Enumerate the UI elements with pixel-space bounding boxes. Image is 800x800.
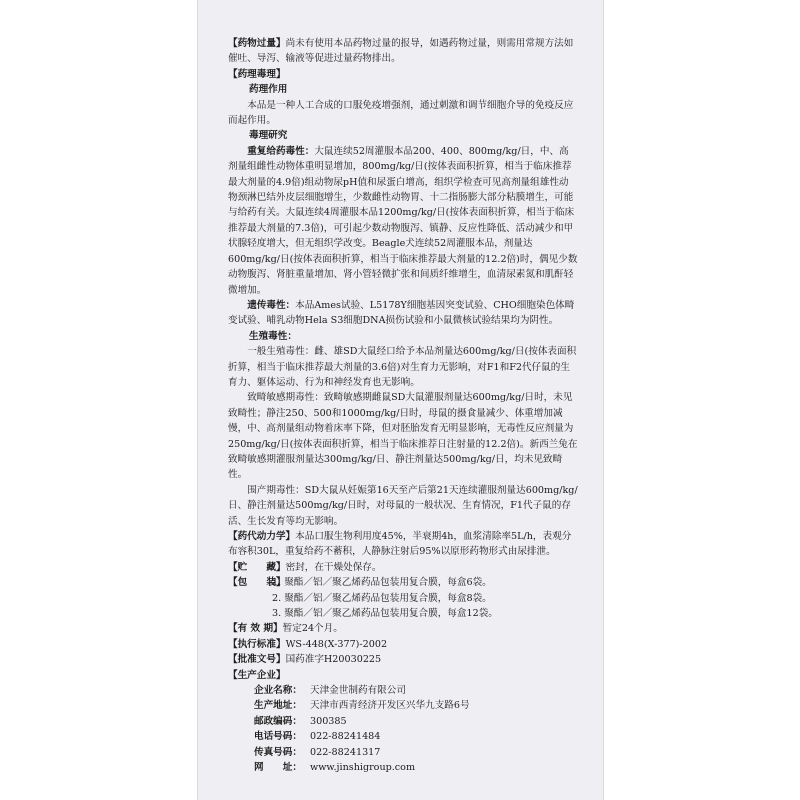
overdose-section <box>228 36 578 67</box>
perinatal-paragraph <box>228 483 578 529</box>
package-label: 【包 装】 <box>228 577 286 589</box>
repeated-dose-label: 重复给药毒性： <box>247 145 315 157</box>
pharmacokinetics-label: 【药代动力学】 <box>228 531 296 542</box>
package-item-1: 1. 聚酯／铝／聚乙烯药品包装用复合膜，每盒6袋。 <box>272 577 492 589</box>
overdose-text: 尚未有使用本品药物过量的报导，如遇药物过量，则需用常规方法如催吐、导泻、输液等促进过量药物排出。 <box>228 38 574 65</box>
company-name-value: 天津金世制药有限公司 <box>310 685 406 697</box>
company-label: 【生产企业】 <box>228 669 286 681</box>
teratogen-label: 致畸敏感期毒性： <box>247 392 324 404</box>
storage-label: 【贮 藏】 <box>228 561 286 573</box>
toxicology-label: 【药理毒理】 <box>228 68 286 80</box>
company-phone-value: 022-88241484 <box>310 731 381 743</box>
company-info <box>228 683 578 775</box>
validity-label: 【有 效 期】 <box>228 623 283 635</box>
approval-label: 【批准文号】 <box>228 654 286 666</box>
repro-heading: 生殖毒性： <box>249 330 297 342</box>
company-address-value: 天津市西青经济开发区兴华九支路6号 <box>310 700 470 712</box>
package-list <box>228 575 578 621</box>
pharmacology-heading: 药理作用 <box>249 84 288 96</box>
storage-section <box>228 560 578 575</box>
perinatal-label: 围产期毒性： <box>247 484 305 496</box>
fertility-label: 一般生殖毒性： <box>247 346 315 358</box>
company-phone-key: 电话号码： <box>254 731 302 743</box>
approval-section <box>228 652 578 667</box>
package-item-2: 2. 聚酯／铝／聚乙烯药品包装用复合膜，每盒8袋。 <box>272 592 492 604</box>
standard-section <box>228 637 578 652</box>
genotoxicity-text: 本品Ames试验、L5178Y细胞基因突变试验、CHO细胞染色体畸变试验、哺乳动物Hela S3细胞DNA损伤试验和小鼠微核试验结果均为阴性。 <box>228 299 575 327</box>
company-postcode-key: 邮政编码： <box>254 715 302 727</box>
storage-text: 密封，在干燥处保存。 <box>285 561 382 573</box>
company-postcode-value: 300385 <box>310 715 347 727</box>
repeated-dose-text: 大鼠连续52周灌服本品200、400、800mg/kg/日，中、高剂量组雌性动物体重明显增加，800mg/kg/日(按体表面积折算，相当于临床推荐最大剂量的4.9倍)组动物尿pH值和尿蛋白增高，组织学检查可见高剂量组雄性动物颈淋巴结外皮层细胞增生，少数雌性动物胃、十二指肠膨大部分粘膜增生，可能与给药有关。大鼠连续4周灌服本品1200mg/kg/日(按体表面积折算，相当于临床推荐最大剂量的7.3倍)，可引起少数动物腹泻、镇静、反应性降低、活动减少和甲状腺轻度增大，但无组织学改变。Beagle犬连续52周灌服本品，剂量达600mg/kg/日(按体表面积折算，相当于临床推荐最大剂量的12.2倍)时，偶见少数动物腹泻、肾脏重量增加、肾小管轻微扩张和间质纤维增生，血清尿素氮和肌酐轻微增加。 <box>228 145 578 296</box>
package-item-3: 3. 聚酯／铝／聚乙烯药品包装用复合膜，每盒12袋。 <box>272 608 498 620</box>
perinatal-text: SD大鼠从妊娠第16天至产后第21天连续灌服剂量达600mg/kg/日、静注剂量达500mg/kg/日时，对母鼠的一般状况、生育情况，F1代子鼠的存活、生长发育等均无影响。 <box>228 484 578 527</box>
company-name-row <box>228 683 578 698</box>
company-fax-key: 传真号码： <box>254 746 302 758</box>
company-fax-value: 022-88241317 <box>310 746 381 758</box>
overdose-label: 【药物过量】 <box>228 38 286 49</box>
genotoxicity-label: 遗传毒性： <box>247 299 296 311</box>
teratogen-paragraph <box>228 390 578 482</box>
company-website-row <box>228 760 578 775</box>
standard-text: WS-448(X-377)-2002 <box>285 638 388 650</box>
company-postcode-row <box>228 714 578 729</box>
teratogen-text: 致畸敏感期雌鼠SD大鼠灌服剂量达600mg/kg/日时，未见致畸性；静注250、500和1000mg/kg/日时，母鼠的摄食量减少、体重增加减慢，中、高剂量组动物着床率下降，但对胚胎发育无明显影响，无毒性反应剂量为250mg/kg/日(按体表面积折算，相当于临床推荐日注射量的12.2倍)。新西兰兔在致畸敏感期灌服剂量达300mg/kg/日、静注剂量达500mg/kg/日，均未见致畸性。 <box>228 392 578 481</box>
validity-text: 暂定24个月。 <box>282 623 343 635</box>
company-address-row <box>228 698 578 713</box>
fertility-text: 雌、雄SD大鼠经口给予本品剂量达600mg/kg/日(按体表面积折算，相当于临床推荐最大剂量的3.6倍)对生育力无影响，对F1和F2代仔鼠的生育力、躯体运动、行为和神经发育也无影响。 <box>228 346 577 388</box>
company-address-key: 生产地址： <box>254 700 302 712</box>
insert-text-column <box>228 36 578 776</box>
validity-section <box>228 621 578 636</box>
repeated-dose-paragraph <box>228 144 578 298</box>
pharmacology-text: 本品是一种人工合成的口服免疫增强剂，通过刺激和调节细胞介导的免疫反应而起作用。 <box>228 99 574 127</box>
genotoxicity-paragraph <box>228 298 578 329</box>
company-fax-row <box>228 745 578 760</box>
company-phone-row <box>228 729 578 744</box>
pharmacokinetics-section <box>228 529 578 560</box>
toxicity-heading: 毒理研究 <box>249 130 288 142</box>
company-name-key: 企业名称： <box>254 685 302 697</box>
pharmacokinetics-text: 本品口服生物利用度45%，半衰期4h，血浆清除率5L/h，表观分布容积30L，重复给药不蓄积，人静脉注射后95%以原形药物形式由尿排泄。 <box>228 531 572 558</box>
company-website-key: 网 址： <box>254 762 302 774</box>
fertility-paragraph <box>228 344 578 390</box>
approval-text: 国药准字H20030225 <box>285 654 382 666</box>
package-insert-sheet <box>197 0 604 800</box>
standard-label: 【执行标准】 <box>228 638 286 650</box>
company-website-value: www.jinshigroup.com <box>310 762 416 774</box>
